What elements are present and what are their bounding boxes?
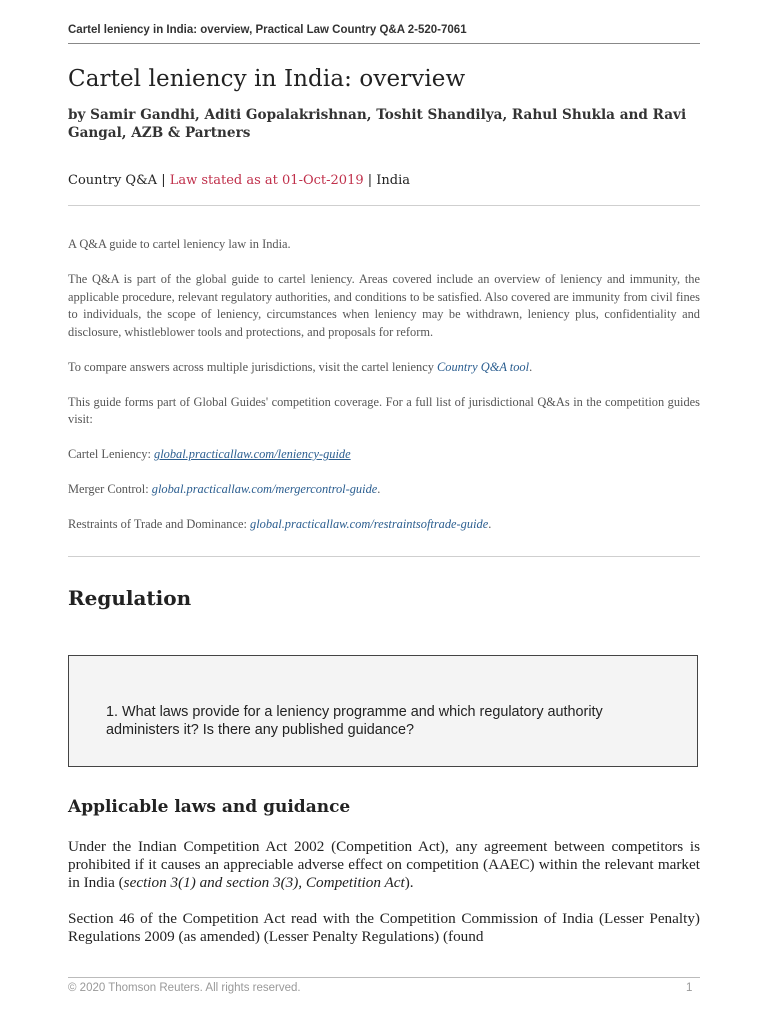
country-qa-tool-link[interactable]: Country Q&A tool [437, 359, 530, 374]
jurisdiction: India [376, 173, 411, 188]
intro-compare: To compare answers across multiple jurisdictions, visit the cartel leniency Country Q&A tool. [68, 359, 533, 374]
doc-type: Country Q&A [68, 173, 158, 188]
subheading: Applicable laws and guidance [68, 797, 351, 817]
intro-description: The Q&A is part of the global guide to cartel leniency. Areas covered include an overview of leniency and immunity, the applicable procedure, relevant regulatory authorities, and conditions to be satisfied. Also covered are immunity from civil fines to individuals, the scope of leniency, circumstances when leniency may be withdrawn, leniency plus, confidentiality and disclosure, whistleblower tools and protections, and proposals for reform. [68, 272, 700, 339]
law-stated-date: Law stated as at 01-Oct-2019 [169, 173, 364, 188]
mergercontrol-guide-link[interactable]: global.practicallaw.com/mergercontrol-guide [151, 482, 378, 496]
link-restraints-row: Restraints of Trade and Dominance: global.practicallaw.com/restraintsoftrade-guide. [68, 517, 492, 531]
statute-reference: section 3(1) and section 3(3), Competition Act [123, 874, 405, 891]
meta-separator: | [157, 173, 170, 188]
page-number: 1 [686, 982, 693, 994]
restraintsoftrade-guide-link[interactable]: global.practicallaw.com/restraintsoftrade-guide [250, 517, 489, 531]
leniency-guide-link[interactable]: global.practicallaw.com/leniency-guide [154, 447, 351, 461]
document-title: Cartel leniency in India: overview [68, 66, 466, 92]
intro-block [68, 236, 700, 551]
meta-divider [68, 205, 700, 206]
intro-coverage: This guide forms part of Global Guides' competition coverage. For a full list of jurisdictional Q&As in the competition guides visit: [68, 394, 700, 426]
running-header: Cartel leniency in India: overview, Practical Law Country Q&A 2-520-7061 [68, 24, 467, 36]
intro-summary: A Q&A guide to cartel leniency law in India. [68, 237, 291, 251]
footer-divider [68, 977, 700, 978]
body-paragraph: Under the Indian Competition Act 2002 (Competition Act), any agreement between competitors is prohibited if it causes an appreciable adverse effect on competition (AAEC) within the relevant market in India (section 3(1) and section 3(3), Competition Act). [68, 838, 700, 891]
body-text [68, 838, 700, 964]
question-box [68, 655, 698, 767]
link-merger-control-row: Merger Control: global.practicallaw.com/mergercontrol-guide. [68, 482, 381, 496]
intro-divider [68, 556, 700, 557]
question-text: 1. What laws provide for a leniency programme and which regulatory authority administers it? Is there any published guidance? [106, 704, 603, 738]
document-meta [68, 173, 410, 188]
footer-copyright: © 2020 Thomson Reuters. All rights reserved. [68, 982, 301, 994]
authors-line: by Samir Gandhi, Aditi Gopalakrishnan, Toshit Shandilya, Rahul Shukla and Ravi Gangal, AZB & Partners [68, 107, 687, 141]
body-paragraph: Section 46 of the Competition Act read with the Competition Commission of India (Lesser Penalty) Regulations 2009 (as amended) (Lesser Penalty Regulations) (found [68, 910, 700, 945]
link-cartel-leniency-row: Cartel Leniency: global.practicallaw.com/leniency-guide [68, 447, 351, 461]
header-divider [68, 43, 700, 44]
meta-separator: | [363, 173, 377, 188]
section-heading: Regulation [68, 586, 192, 610]
